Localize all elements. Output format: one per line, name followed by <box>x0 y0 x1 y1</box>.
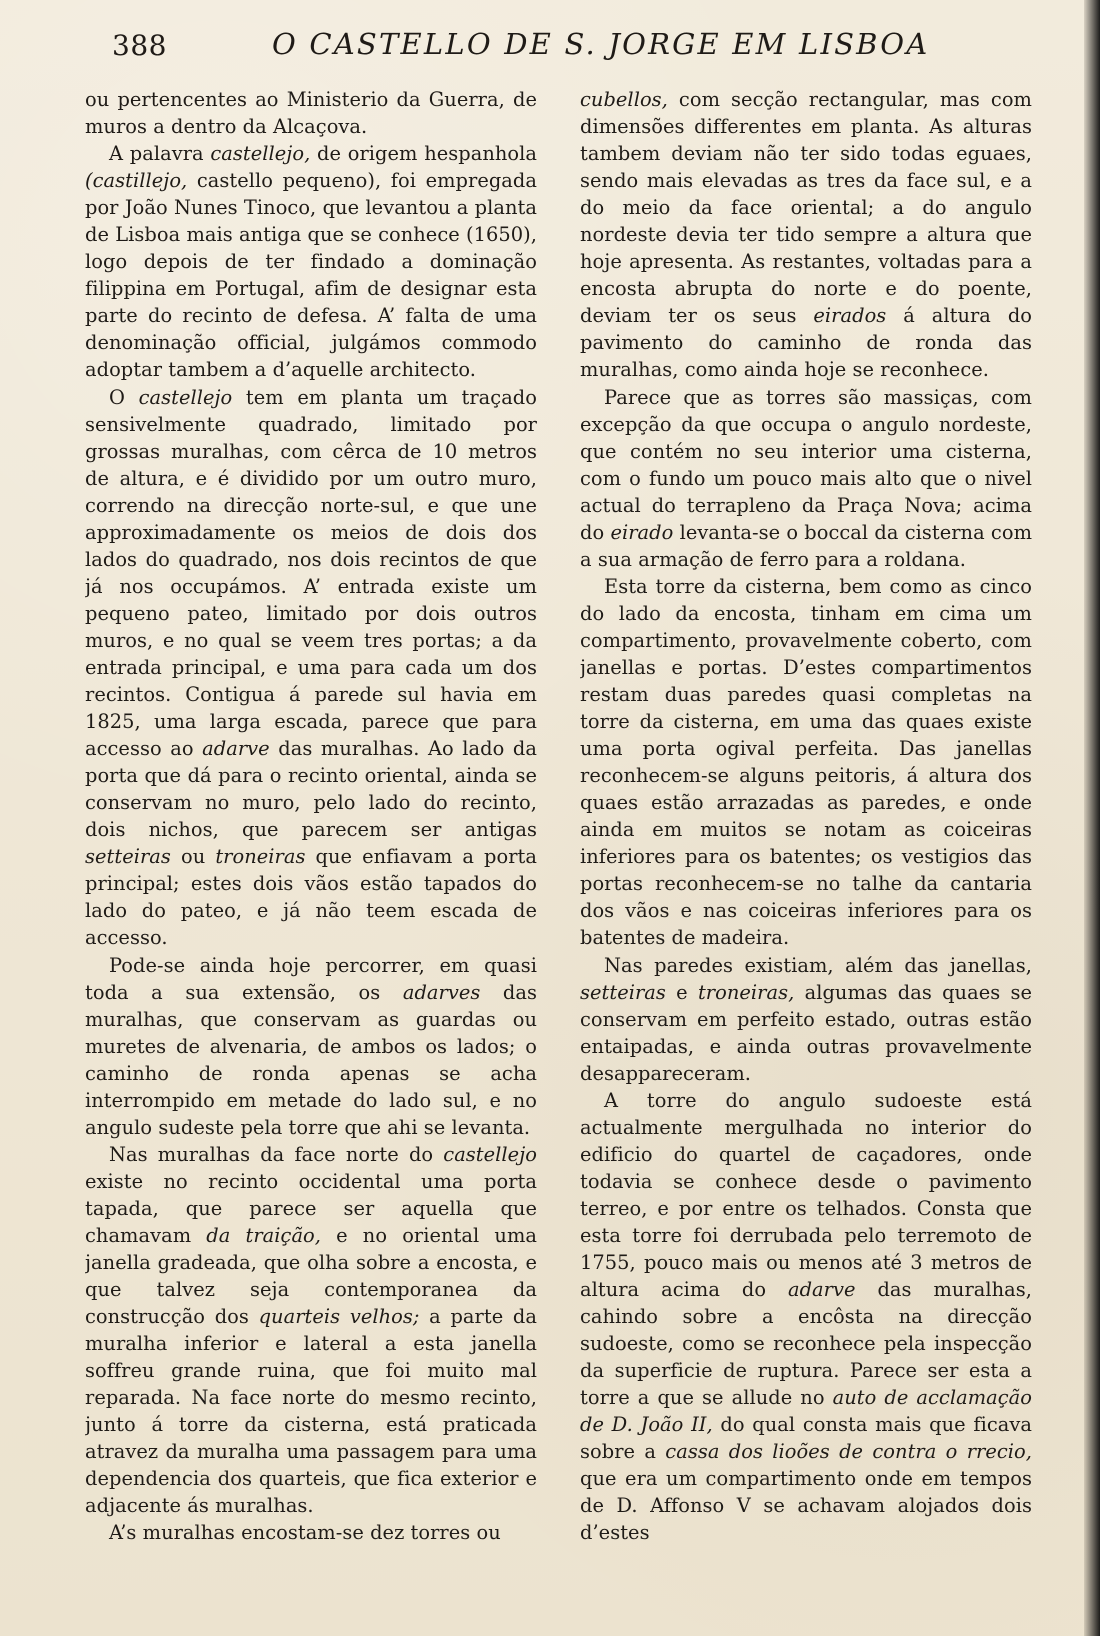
right-text-column <box>580 86 1032 1596</box>
left-p4-segment-3: das muralhas, que conservam as guardas ou muretes de alvenaria, de ambos os lados; o caminho de ronda apenas se acha interrompido em metade do lado sul, e no angulo sudeste pela torre que ahi se levanta. <box>85 980 537 1139</box>
left-paragraph-3 <box>85 384 537 952</box>
left-p3-italic-setteiras: setteiras <box>85 845 171 869</box>
right-p5-segment-3: das muralhas, cahindo sobre a encôsta na direcção sudoeste, como se reconhece pela inspecção da superficie de ruptura. Parece ser esta a torre a que se allude no <box>580 1278 1032 1410</box>
left-p2-segment-1: A palavra <box>109 142 211 166</box>
right-p1-segment-2: com secção rectangular, mas com dimensões differentes em planta. As alturas tambem deviam não ter sido todas eguaes, sendo mais elevadas as tres da face sul, e a do meio da face oriental; a do angulo nordeste devia ter tido sempre a altura que hoje apresenta. As restantes, voltadas para a encosta abrupta do norte e do poente, deviam ter os seus <box>580 88 1032 328</box>
right-p1-segment-4: á altura do pavimento do caminho de ronda das muralhas, como ainda hoje se reconhece. <box>580 304 1032 382</box>
left-p2-italic-castillejo: (castillejo, <box>85 169 188 193</box>
right-p4-segment-5: algumas das quaes se conservam em perfeito estado, outras estão entaipadas, e ainda outras provavelmente desappareceram. <box>580 980 1032 1085</box>
page-number: 388 <box>112 29 167 62</box>
left-paragraph-5 <box>85 1141 537 1520</box>
left-paragraph-6 <box>85 1519 537 1546</box>
left-p3-italic-castellejo: castellejo <box>138 385 233 409</box>
right-p5-segment-1: A torre do angulo sudoeste está actualmente mergulhada no interior do edificio do quartel de caçadores, onde todavia se conhece desde o pavimento terreo, e por entre os telhados. Consta que esta torre foi derrubada pelo terremoto de 1755, pouco mais ou menos até 3 metros de altura acima do <box>580 1088 1032 1302</box>
left-p2-segment-3: de origem hespanhola <box>310 142 537 166</box>
left-p5-segment-5: e no oriental uma janella gradeada, que olha sobre a encosta, e que talvez seja contemporanea da construcção dos <box>85 1223 537 1329</box>
left-p3-italic-troneiras: troneiras <box>215 845 306 869</box>
right-p3-segment-1: Esta torre da cisterna, bem como as cinco do lado da encosta, tinham em cima um compartimento, provavelmente coberto, com janellas e portas. D’estes compartimentos restam duas paredes quasi completas na torre da cisterna, em uma das quaes existe uma porta ogival perfeita. Das janellas reconhecem-se alguns peitoris, á altura dos quaes estão arrazadas as paredes, e onde ainda em muitos se notam as coiceiras inferiores para os batentes; os vestigios das portas reconhecem-se no talhe da cantaria dos vãos e nas coiceiras inferiores para os batentes de madeira. <box>580 574 1032 950</box>
right-p5-italic-auto-acclamacao: auto de acclamação de D. João II, <box>580 1386 1032 1437</box>
left-p3-segment-1: O <box>109 385 139 409</box>
left-p3-segment-5: das muralhas. Ao lado da porta que dá para o recinto oriental, ainda se conservam no muro, pelo lado do recinto, dois nichos, que parecem ser antigas <box>85 737 537 842</box>
right-paragraph-1 <box>580 86 1032 384</box>
left-p3-segment-7: ou <box>170 845 216 869</box>
right-p4-italic-troneiras: troneiras, <box>697 980 795 1004</box>
right-paragraph-4 <box>580 952 1032 1087</box>
right-p4-segment-1: Nas paredes existiam, além das janellas, <box>604 953 1032 977</box>
right-p2-segment-3: levanta-se o boccal da cisterna com a sua armação de ferro para a roldana. <box>580 520 1032 571</box>
page-edge-shadow <box>1084 0 1100 1636</box>
right-p5-italic-cassa-dos-lioes: cassa dos lioões de contra o rrecio, <box>665 1440 1032 1464</box>
right-paragraph-3 <box>580 573 1032 952</box>
left-paragraph-1 <box>85 86 537 140</box>
page-header <box>112 27 930 72</box>
right-p5-segment-7: que era um compartimento onde em tempos de D. Affonso V se achavam alojados dois d’estes <box>580 1467 1032 1545</box>
right-p2-italic-eirado: eirado <box>610 520 674 544</box>
left-p3-segment-3: tem em planta um traçado sensivelmente quadrado, limitado por grossas muralhas, com cêrca de 10 metros de altura, e é dividido por um outro muro, correndo na direcção norte-sul, e que une approximadamente os meios de dois dos lados do quadrado, nos dois recintos de que já nos occupámos. A’ entrada existe um pequeno pateo, limitado por dois outros muros, e no qual se veem tres portas; a da entrada principal, e uma para cada um dos recintos. Contigua á parede sul havia em 1825, uma larga escada, parece que para accesso ao <box>85 385 537 761</box>
right-p4-italic-setteiras: setteiras <box>580 980 666 1004</box>
left-p5-segment-1: Nas muralhas da face norte do <box>109 1142 444 1166</box>
right-p1-italic-cubellos: cubellos, <box>580 88 668 111</box>
left-p5-italic-castellejo: castellejo <box>443 1142 537 1166</box>
left-p4-segment-1: Pode-se ainda hoje percorrer, em quasi toda a sua extensão, os <box>85 953 537 1004</box>
left-text-column <box>85 86 537 1596</box>
right-paragraph-2 <box>580 384 1032 573</box>
left-p5-italic-quarteis-velhos: quarteis velhos; <box>258 1305 420 1329</box>
left-p5-italic-da-traicao: da traição, <box>206 1223 321 1247</box>
left-p5-segment-3: existe no recinto occidental uma porta tapada, que parece ser aquella que chamavam <box>85 1169 537 1247</box>
right-p5-italic-adarve: adarve <box>787 1278 856 1302</box>
right-p4-segment-3: e <box>665 980 698 1004</box>
running-head: O CASTELLO DE S. JORGE EM LISBOA <box>272 27 930 61</box>
right-p5-segment-5: do qual consta mais que ficava sobre a <box>580 1413 1032 1464</box>
left-p2-italic-castellejo: castellejo, <box>210 142 311 166</box>
left-p1-segment-1: ou pertencentes ao Ministerio da Guerra, de muros a dentro da Alcaçova. <box>85 88 537 139</box>
left-p5-segment-7: a parte da muralha inferior e lateral a esta janella soffreu grande ruina, que foi muito mal reparada. Na face norte do mesmo recinto, junto á torre da cisterna, está praticada atravez da muralha uma passagem para uma dependencia dos quarteis, que fica exterior e adjacente ás muralhas. <box>85 1305 537 1518</box>
right-p2-segment-1: Parece que as torres são massiças, com excepção da que occupa o angulo nordeste, que contém no seu interior uma cisterna, com o fundo um pouco mais alto que o nivel actual do terrapleno da Praça Nova; acima do <box>580 385 1032 544</box>
left-p3-italic-adarve: adarve <box>202 737 270 761</box>
left-paragraph-2 <box>85 140 537 383</box>
left-p3-segment-9: que enfiavam a porta principal; estes dois vãos estão tapados do lado do pateo, e já não teem escada de accesso. <box>85 845 537 950</box>
left-p6-segment-1: A’s muralhas encostam-se dez torres ou <box>109 1521 501 1545</box>
left-p2-segment-5: castello pequeno), foi empregada por João Nunes Tinoco, que levantou a planta de Lisboa mais antiga que se conhece (1650), logo depois de ter findado a dominação filippina em Portugal, afim de designar esta parte do recinto de defesa. A’ falta de uma denominação official, julgámos commodo adoptar tambem a d’aquelle architecto. <box>85 169 537 382</box>
right-p1-italic-eirados: eirados <box>813 304 887 328</box>
right-paragraph-5 <box>580 1087 1032 1547</box>
left-p4-italic-adarves: adarves <box>402 980 481 1004</box>
left-paragraph-4 <box>85 952 537 1141</box>
